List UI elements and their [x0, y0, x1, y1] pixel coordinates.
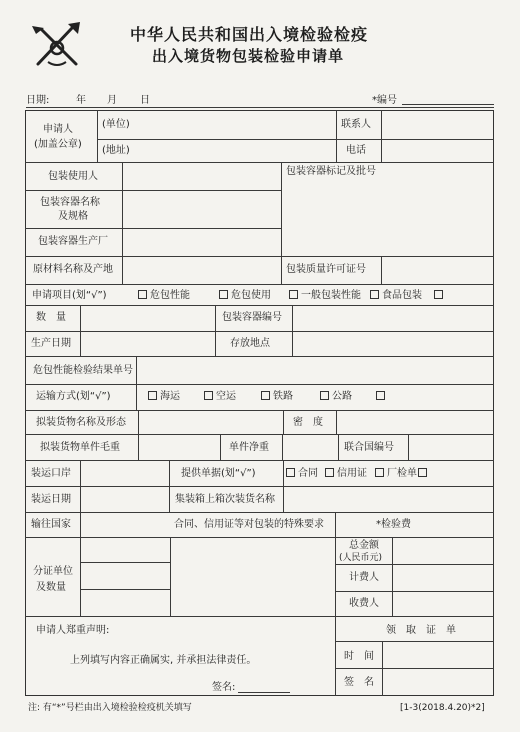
checkbox[interactable]: [375, 468, 384, 477]
checkbox[interactable]: [204, 391, 213, 400]
sign-label: 签 名: [344, 677, 374, 688]
net-weight-label: 单件净重: [229, 442, 269, 453]
packaging-user-label: 包装使用人: [48, 171, 98, 182]
container-name-label: 包装容器名称: [40, 197, 100, 208]
apply-items-label: 申请项目(划“√”): [32, 290, 107, 301]
row-rule: [335, 668, 494, 669]
checkbox[interactable]: [289, 290, 298, 299]
mode-rail[interactable]: 铁路: [261, 391, 293, 403]
col-rule: [136, 384, 137, 410]
serial-label: *编号: [372, 95, 397, 106]
col-rule: [335, 616, 336, 696]
col-rule: [292, 305, 293, 356]
col-rule: [335, 512, 336, 616]
item-general-performance[interactable]: 一般包装性能: [289, 290, 361, 302]
mode-sea[interactable]: 海运: [148, 391, 180, 403]
mode-road[interactable]: 公路: [320, 391, 352, 403]
container-mark-label: 包装容器标记及批号: [286, 166, 376, 177]
doc-contract[interactable]: 合同: [286, 468, 318, 480]
container-no-label: 包装容器编号: [222, 312, 282, 323]
declaration-text: 上列填写内容正确属实, 并承担法律责任。: [70, 655, 257, 666]
col-rule: [80, 305, 81, 356]
production-date-label: 生产日期: [31, 338, 71, 349]
col-rule: [282, 434, 283, 460]
col-rule: [382, 641, 383, 696]
month-label: 月: [107, 95, 117, 106]
row-rule: [25, 190, 281, 191]
form-title-line1: 中华人民共和国出入境检验检疫: [130, 25, 369, 44]
date-label: 日期:: [26, 95, 50, 106]
signature-label: 签名:: [212, 682, 236, 693]
fee-calculator-label: 计费人: [349, 572, 379, 583]
row-rule: [25, 228, 281, 229]
col-rule: [220, 434, 221, 460]
mode-extra-checkbox[interactable]: [376, 391, 388, 403]
col-rule: [283, 410, 284, 434]
col-rule: [138, 410, 139, 434]
item-dangerous-performance[interactable]: 危包性能: [138, 290, 190, 302]
inspection-fee-label: *检验费: [376, 519, 411, 530]
form-code: [1-3(2018.4.20)*2]: [400, 703, 485, 713]
row-rule: [25, 256, 494, 257]
checkbox[interactable]: [320, 391, 329, 400]
split-quantity-label: 及数量: [36, 582, 66, 593]
applicant-label: 申请人: [43, 124, 73, 135]
row-rule: [25, 162, 494, 163]
checkbox[interactable]: [370, 290, 379, 299]
checkbox[interactable]: [138, 290, 147, 299]
unit-label: (单位): [102, 119, 130, 130]
checkbox[interactable]: [325, 468, 334, 477]
footer-note: 注: 有“*”号栏由出入境检验检疫机关填写: [28, 703, 192, 713]
col-rule: [408, 434, 409, 460]
rmb-label: (人民币元): [339, 553, 383, 563]
checkbox[interactable]: [376, 391, 385, 400]
col-rule: [122, 256, 123, 284]
transport-mode-label: 运输方式(划“√”): [36, 391, 111, 402]
quality-license-label: 包装质量许可证号: [286, 264, 366, 275]
col-rule: [122, 162, 123, 256]
quantity-label: 数 量: [36, 312, 66, 323]
row-rule: [25, 537, 494, 538]
col-rule: [338, 434, 339, 460]
row-rule: [80, 562, 170, 563]
day-label: 日: [140, 95, 150, 106]
applicant-seal-note: (加盖公章): [34, 139, 82, 150]
doc-factory-check[interactable]: 厂检单: [375, 468, 417, 480]
port-of-loading-label: 装运口岸: [31, 468, 71, 479]
row-rule: [97, 139, 494, 140]
ciq-emblem-icon: [28, 18, 88, 74]
declaration-title: 申请人郑重声明:: [36, 625, 110, 636]
documents-provided-label: 提供单据(划“√”): [181, 468, 256, 479]
row-rule: [25, 410, 494, 411]
col-rule: [136, 356, 137, 384]
checkbox[interactable]: [148, 391, 157, 400]
col-rule: [392, 537, 393, 616]
row-rule: [25, 512, 494, 513]
row-rule: [335, 564, 494, 565]
signature-line: [238, 692, 290, 693]
row-rule: [80, 589, 170, 590]
dangerous-result-no-label: 危包性能检验结果单号: [33, 365, 133, 376]
total-amount-label: 总金额: [349, 540, 379, 551]
loading-date-label: 装运日期: [31, 494, 71, 505]
checkbox[interactable]: [219, 290, 228, 299]
container-cargo-label: 集装箱上箱次装货名称: [175, 494, 275, 505]
col-rule: [80, 460, 81, 537]
destination-label: 输往国家: [31, 519, 71, 530]
checkbox[interactable]: [286, 468, 295, 477]
serial-underline: [402, 104, 494, 105]
form-title-line2: 出入境货物包装检验申请单: [152, 47, 345, 65]
checkbox[interactable]: [434, 290, 443, 299]
storage-place-label: 存放地点: [230, 338, 270, 349]
row-rule: [25, 434, 494, 435]
col-rule: [169, 460, 170, 512]
col-rule: [381, 256, 382, 284]
split-unit-label: 分证单位: [33, 566, 73, 577]
col-rule: [215, 305, 216, 356]
col-rule: [381, 110, 382, 162]
row-rule: [335, 641, 494, 642]
doc-extra-checkbox[interactable]: [418, 468, 430, 480]
material-origin-label: 原材料名称及产地: [33, 264, 113, 275]
mode-air[interactable]: 空运: [204, 391, 236, 403]
row-rule: [25, 284, 494, 285]
doc-letter-of-credit[interactable]: 信用证: [325, 468, 367, 480]
phone-label: 电话: [346, 145, 366, 156]
container-spec-label: 及规格: [58, 211, 88, 222]
un-number-label: 联合国编号: [344, 442, 394, 453]
row-rule: [25, 356, 494, 357]
row-rule: [25, 331, 494, 332]
col-rule: [97, 110, 98, 162]
goods-name-form-label: 拟装货物名称及形态: [36, 417, 126, 428]
row-rule: [25, 616, 494, 617]
item-food-packaging[interactable]: 食品包装: [370, 290, 422, 302]
gross-weight-label: 拟装货物单件毛重: [40, 442, 120, 453]
col-rule: [336, 410, 337, 434]
col-rule: [281, 162, 282, 284]
date-underline: [26, 107, 494, 108]
receive-cert-label: 领 取 证 单: [386, 625, 456, 636]
checkbox[interactable]: [261, 391, 270, 400]
item-extra-checkbox[interactable]: [434, 290, 446, 302]
col-rule: [283, 460, 284, 512]
year-label: 年: [76, 95, 86, 106]
col-rule: [170, 537, 171, 616]
col-rule: [80, 537, 81, 616]
address-label: (地址): [102, 145, 130, 156]
row-rule: [25, 305, 494, 306]
col-rule: [336, 110, 337, 162]
row-rule: [25, 460, 494, 461]
container-maker-label: 包装容器生产厂: [38, 236, 108, 247]
row-rule: [335, 591, 494, 592]
fee-collector-label: 收费人: [349, 598, 379, 609]
contact-label: 联系人: [341, 119, 371, 130]
density-label: 密 度: [293, 417, 323, 428]
checkbox[interactable]: [418, 468, 427, 477]
time-label: 时 间: [344, 651, 374, 662]
item-dangerous-use[interactable]: 危包使用: [219, 290, 271, 302]
col-rule: [138, 434, 139, 460]
special-requirements-label: 合同、信用证等对包装的特殊要求: [174, 519, 324, 530]
row-rule: [25, 384, 494, 385]
row-rule: [25, 486, 494, 487]
